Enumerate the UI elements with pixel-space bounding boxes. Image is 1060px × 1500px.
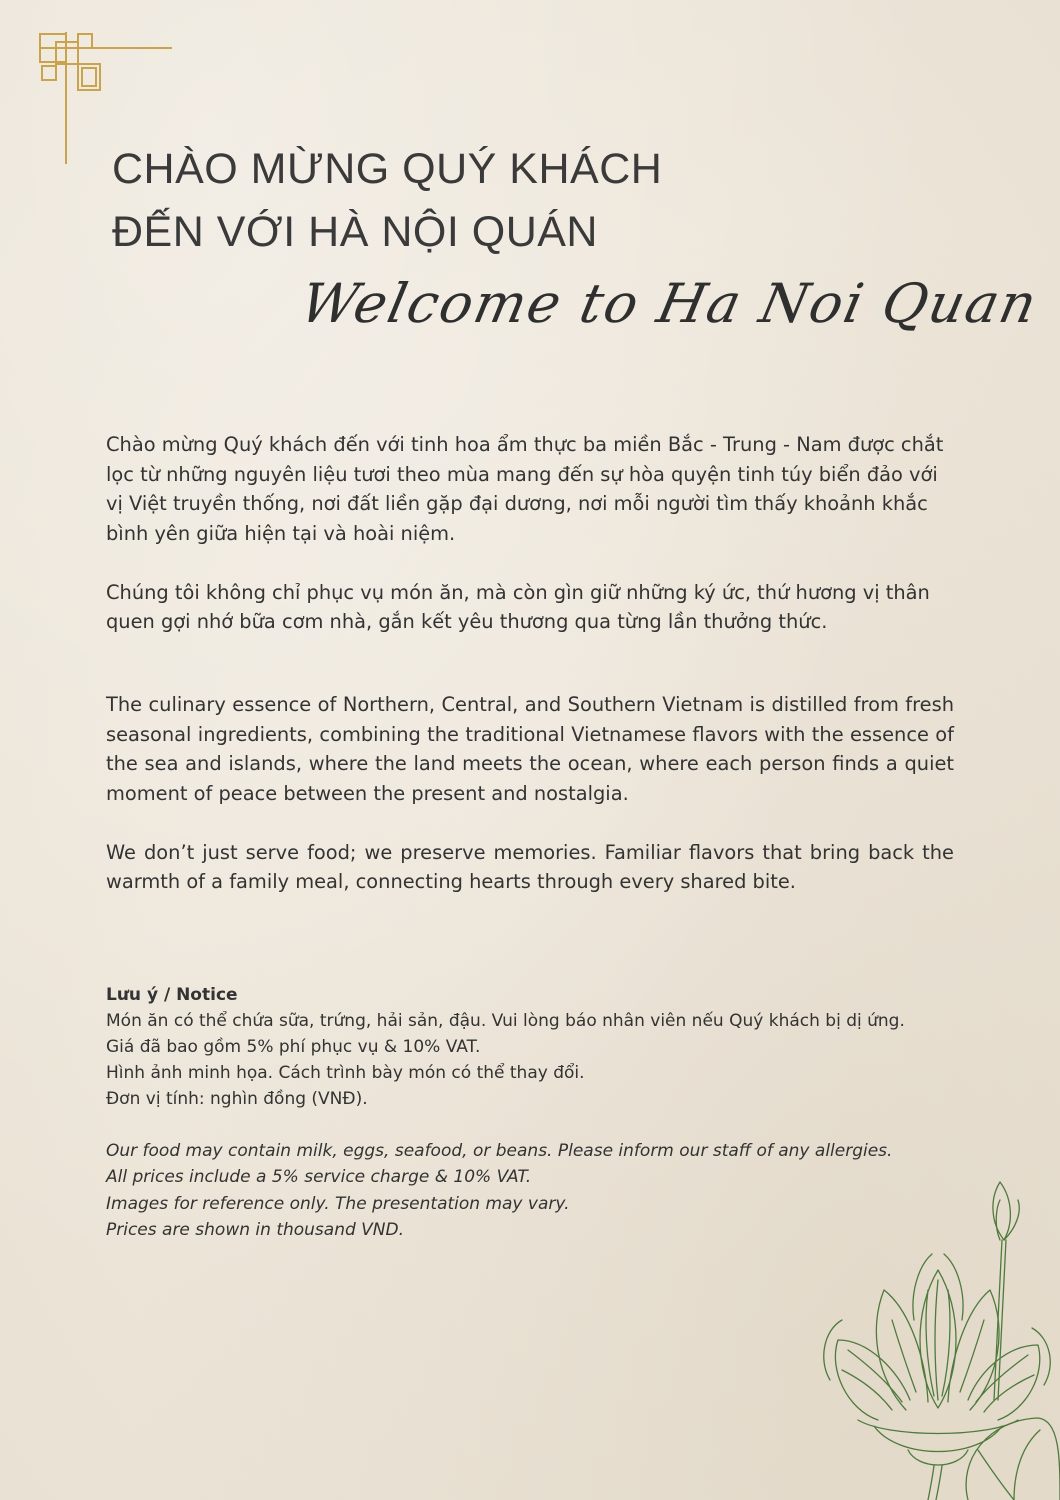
intro-en-paragraph-1: The culinary essence of Northern, Central, and Southern Vietnam is distilled from fresh seasonal ingredients, combining the traditional Vietnamese flavors with the essence of the sea and islands, where the land meets the ocean, where each person finds a quiet moment of peace between the present and nostalgia. — [106, 693, 954, 805]
lotus-flower-icon — [818, 1170, 1060, 1500]
title-line-2: ĐẾN VỚI HÀ NỘI QUÁN — [112, 208, 598, 256]
intro-vi-paragraph-2: Chúng tôi không chỉ phục vụ món ăn, mà còn gìn giữ những ký ức, thứ hương vị thân quen gợi nhớ bữa cơm nhà, gắn kết yêu thương qua từng lần thưởng thức. — [106, 580, 930, 633]
notice-vietnamese — [106, 982, 966, 1112]
intro-english — [106, 690, 954, 926]
script-welcome-title: Welcome to Ha Noi Quan — [295, 272, 1044, 335]
notice-en-line: Images for reference only. The presentation may vary. — [106, 1193, 570, 1214]
intro-vietnamese — [106, 430, 956, 666]
intro-vi-paragraph-1: Chào mừng Quý khách đến với tinh hoa ẩm thực ba miền Bắc - Trung - Nam được chắt lọc từ những nguyên liệu tươi theo mùa mang đến sự hòa quyện tinh túy biển đảo với vị Việt truyền thống, nơi đất liền gặp đại dương, nơi mỗi người tìm thấy khoảnh khắc bình yên giữa hiện tại và hoài niệm. — [106, 433, 944, 545]
title-line-1: CHÀO MỪNG QUÝ KHÁCH — [112, 145, 663, 193]
notice-heading: Lưu ý / Notice — [106, 985, 238, 1005]
notice-vi-line: Đơn vị tính: nghìn đồng (VNĐ). — [106, 1089, 368, 1109]
notice-en-line: Prices are shown in thousand VND. — [106, 1219, 405, 1240]
notice-vi-line: Hình ảnh minh họa. Cách trình bày món có thể thay đổi. — [106, 1063, 585, 1083]
notice-vi-line: Giá đã bao gồm 5% phí phục vụ & 10% VAT. — [106, 1037, 481, 1057]
notice-en-line: Our food may contain milk, eggs, seafood, or beans. Please inform our staff of any allergies. — [106, 1141, 893, 1161]
notice-vi-line: Món ăn có thể chứa sữa, trứng, hải sản, đậu. Vui lòng báo nhân viên nếu Quý khách bị dị ứng. — [106, 1011, 905, 1031]
page-title — [112, 138, 662, 264]
intro-en-paragraph-2: We don’t just serve food; we preserve memories. Familiar flavors that bring back the warmth of a family meal, connecting hearts through every shared bite. — [106, 840, 954, 893]
notice-en-line: All prices include a 5% service charge & 10% VAT. — [106, 1167, 532, 1188]
